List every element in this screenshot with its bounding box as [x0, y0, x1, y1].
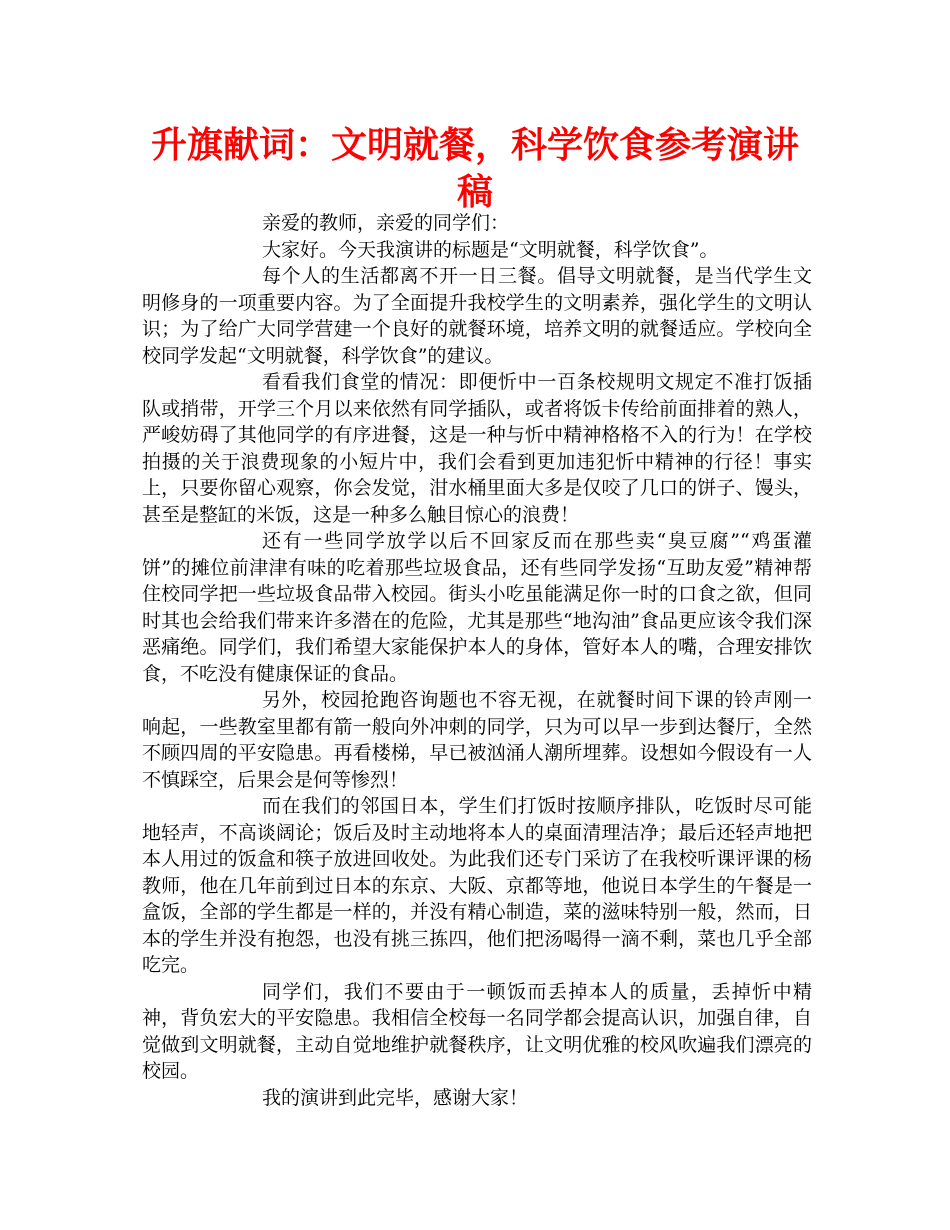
body-paragraph: 同学们，我们不要由于一顿饭而丢掉本人的质量，丢掉忻中精神，背负宏大的平安隐患。我相信全校每一名同学都会提高认识，加强自律，自觉做到文明就餐，主动自觉地维护就餐秩序，让文明优雅的校风吹遍我们漂亮的校园。 [142, 980, 812, 1082]
intro-paragraph: 大家好。今天我演讲的标题是“文明就餐，科学饮食”。 [262, 238, 719, 261]
body-paragraph: 而在我们的邻国日本，学生们打饭时按顺序排队，吃饭时尽可能地轻声，不高谈阔论；饭后及时主动地将本人的桌面清理洁净；最后还轻声地把本人用过的饭盒和筷子放进回收处。为此我们还专门采访了在我校听课评课的杨教师，他在几年前到过日本的东京、大阪、京都等地，他说日本学生的午餐是一盒饭，全部的学生都是一样的，并没有精心制造，菜的滋味特别一般，然而，日本的学生并没有抱怨，也没有挑三拣四，他们把汤喝得一滴不剩，菜也几乎全部吃完。 [142, 795, 812, 976]
document-body [142, 210, 812, 1111]
body-paragraph: 还有一些同学放学以后不回家反而在那些卖“臭豆腐”“鸡蛋灌饼”的摊位前津津有味的吃着那些垃圾食品，还有些同学发扬“互助友爱”精神帮住校同学把一些垃圾食品带入校园。街头小吃虽能满足你一时的口食之欲，但同时其也会给我们带来许多潜在的危险，尤其是那些“地沟油”食品更应该令我们深恶痛绝。同学们，我们希望大家能保护本人的身体，管好本人的嘴，合理安排饮食，不吃没有健康保证的食品。 [142, 530, 812, 685]
body-paragraph: 另外，校园抢跑咨询题也不容无视，在就餐时间下课的铃声刚一响起，一些教室里都有箭一般向外冲刺的同学，只为可以早一步到达餐厅，全然不顾四周的平安隐患。再看楼梯，早已被汹涌人潮所埋葬。设想如今假设有一人不慎踩空，后果会是何等惨烈！ [142, 689, 812, 791]
closing-paragraph: 我的演讲到此完毕，感谢大家！ [262, 1086, 529, 1109]
body-paragraph: 看看我们食堂的情况：即便忻中一百条校规明文规定不准打饭插队或捎带，开学三个月以来依然有同学插队，或者将饭卡传给前面排着的熟人，严峻妨碍了其他同学的有序进餐，这是一种与忻中精神格格不入的行为！在学校拍摄的关于浪费现象的小短片中，我们会看到更加违犯忻中精神的行径！事实上，只要你留心观察，你会发觉，泔水桶里面大多是仅咬了几口的饼子、馒头，甚至是整缸的米饭，这是一种多么触目惊心的浪费！ [142, 371, 812, 526]
document-title: 升旗献词：文明就餐，科学饮食参考演讲稿 [150, 125, 799, 213]
body-paragraph: 每个人的生活都离不开一日三餐。倡导文明就餐，是当代学生文明修身的一项重要内容。为了全面提升我校学生的文明素养，强化学生的文明认识；为了给广大同学营建一个良好的就餐环境，培养文明的就餐适应。学校向全校同学发起“文明就餐，科学饮食”的建议。 [142, 265, 812, 367]
greeting-paragraph: 亲爱的教师，亲爱的同学们： [262, 212, 510, 234]
